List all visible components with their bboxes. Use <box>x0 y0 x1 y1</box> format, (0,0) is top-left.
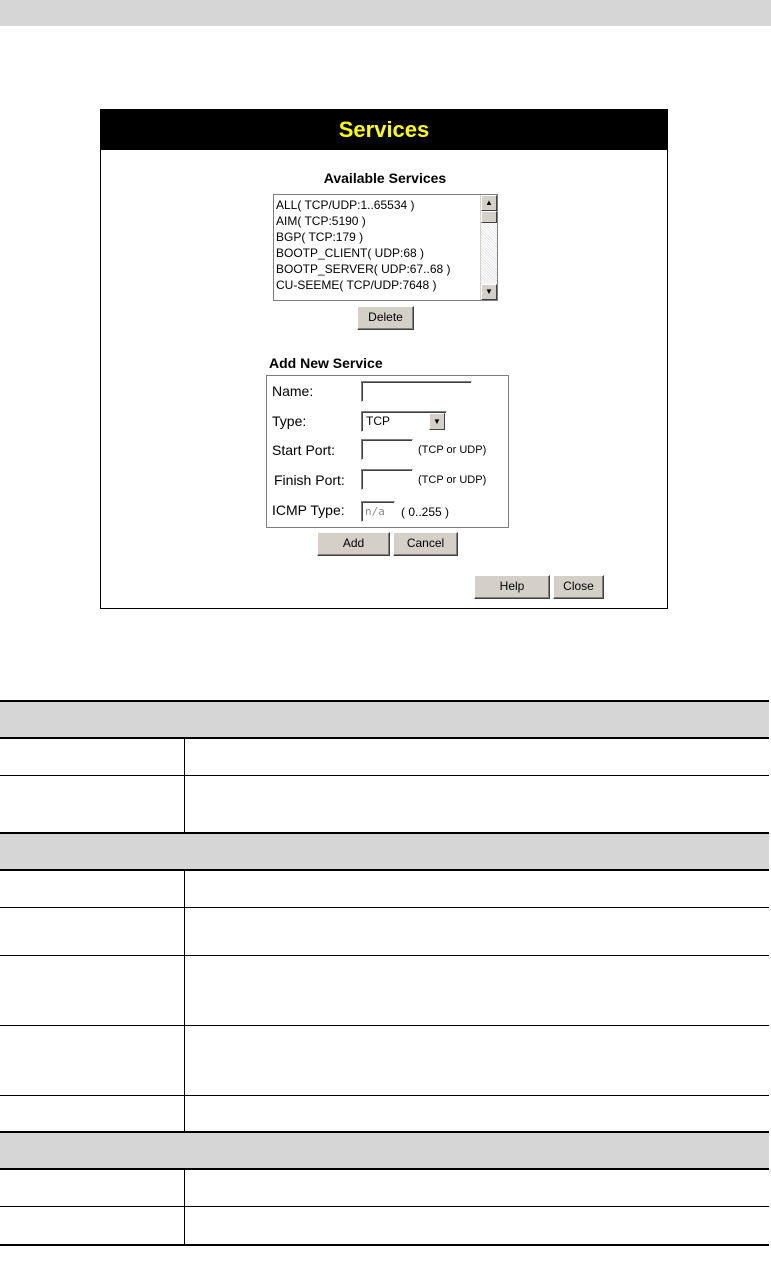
finish-port-input[interactable] <box>361 469 413 490</box>
available-services-list[interactable] <box>273 194 498 301</box>
list-item[interactable]: BGP( TCP:179 ) <box>276 230 364 244</box>
table-section-header <box>0 702 769 739</box>
scroll-down-icon[interactable]: ▼ <box>481 284 497 300</box>
list-scrollbar[interactable] <box>480 195 497 300</box>
name-label: Name: <box>272 383 314 399</box>
list-item[interactable]: AIM( TCP:5190 ) <box>276 214 366 228</box>
table-row <box>0 1026 769 1096</box>
table-row <box>0 776 769 834</box>
scroll-thumb[interactable] <box>481 211 497 223</box>
chevron-down-icon[interactable]: ▼ <box>429 413 445 430</box>
list-item[interactable]: CU-SEEME( TCP/UDP:7648 ) <box>276 278 437 292</box>
start-port-hint: (TCP or UDP) <box>418 444 487 456</box>
table-row <box>0 956 769 1026</box>
finish-port-label: Finish Port: <box>274 472 345 488</box>
start-port-label: Start Port: <box>272 442 336 458</box>
table-row <box>0 1096 769 1133</box>
start-port-input[interactable] <box>361 439 413 460</box>
table-row <box>0 1170 769 1207</box>
scroll-up-icon[interactable]: ▲ <box>481 195 497 211</box>
table-row <box>0 871 769 908</box>
icmp-type-hint: ( 0..255 ) <box>401 505 450 519</box>
cancel-button[interactable]: Cancel <box>393 532 458 556</box>
list-item[interactable]: ALL( TCP/UDP:1..65534 ) <box>276 198 415 212</box>
type-select[interactable] <box>361 411 447 432</box>
add-button[interactable]: Add <box>317 532 390 556</box>
table-row <box>0 1207 769 1244</box>
available-services-heading: Available Services <box>323 170 447 186</box>
delete-button[interactable]: Delete <box>357 306 414 330</box>
table-row <box>0 739 769 776</box>
list-item[interactable]: BOOTP_CLIENT( UDP:68 ) <box>276 246 425 260</box>
finish-port-hint: (TCP or UDP) <box>418 474 487 486</box>
add-service-form <box>266 375 509 528</box>
type-select-value: TCP <box>366 414 390 428</box>
help-button[interactable]: Help <box>474 575 550 599</box>
page-header-bar <box>0 0 771 26</box>
table-section-header <box>0 1133 769 1170</box>
table-row <box>0 908 769 956</box>
services-dialog <box>100 109 668 609</box>
services-list-items <box>276 197 476 293</box>
add-new-service-heading: Add New Service <box>269 355 383 371</box>
close-button[interactable]: Close <box>553 575 604 599</box>
type-label: Type: <box>272 413 307 429</box>
table-section-header <box>0 834 769 871</box>
settings-description-table <box>0 700 769 1246</box>
name-input[interactable] <box>361 381 472 402</box>
dialog-title: Services <box>101 110 667 150</box>
list-item[interactable]: BOOTP_SERVER( UDP:67..68 ) <box>276 262 451 276</box>
icmp-type-input: n/a <box>361 501 395 522</box>
icmp-type-label: ICMP Type: <box>272 502 345 518</box>
